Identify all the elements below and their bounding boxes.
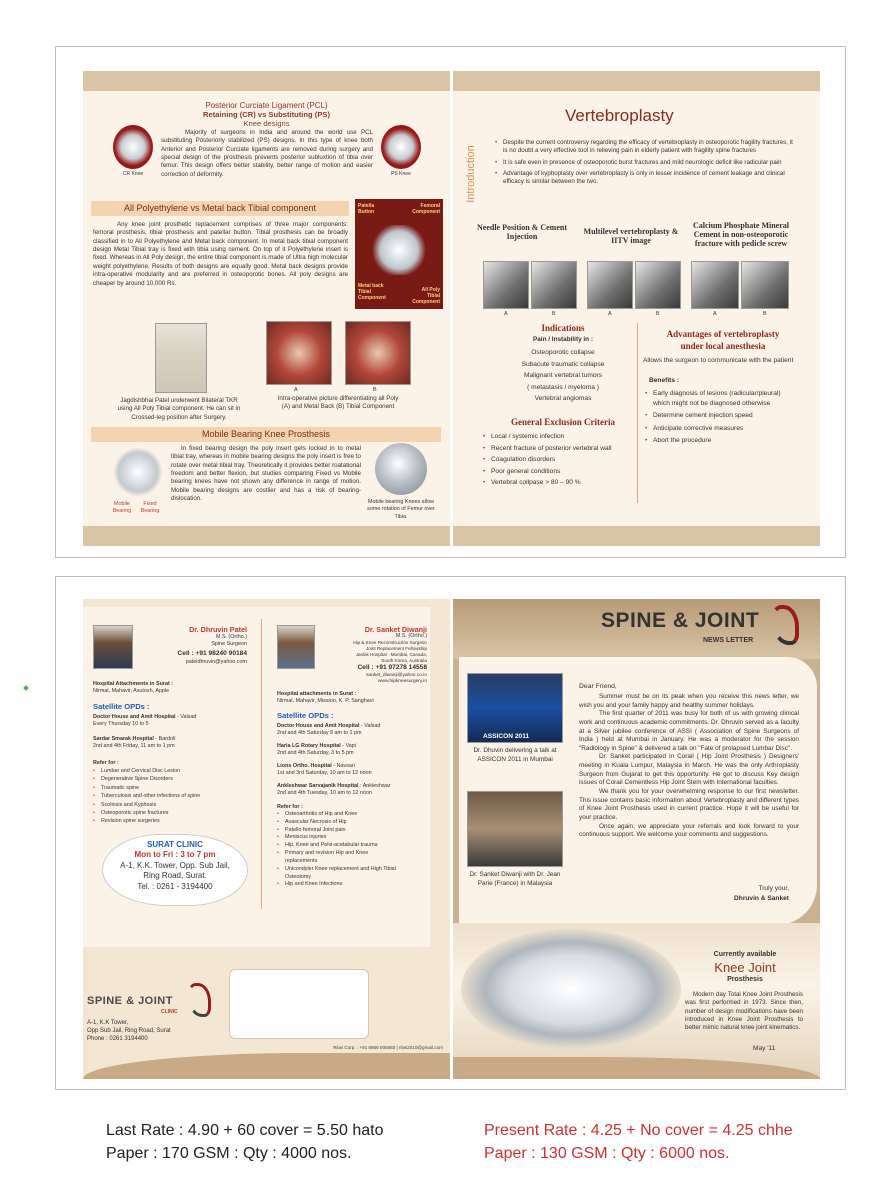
photo-1-caption: Dr. Dhuvin delivering a talk at ASSICON 2011 in Mumbai [473,747,557,763]
benefit-item: • Abort the procedure [645,436,797,446]
mobile-heading [91,427,441,442]
intro-point: • It is safe even in presence of osteoporotic burst fractures and mild neurologic deficit like radicular pain [495,159,795,167]
intro-point: • Advantage of kyphoplasty over vertebroplasty is only in lesser incidence of cement leakage and clinical efficacy is similar between the two. [495,170,795,187]
refer-item: • Primary and revision Hip and Knee replacements [277,850,402,866]
indication-item: Subacute traumatic collapse [521,360,605,368]
opd-place: - Valsad [175,714,197,720]
opd-place: : Ankleshwar [358,783,391,789]
refer-item: • Osteoporotic spine fractures [93,809,243,817]
xray-3b [741,261,789,309]
refer-item: • Traumatic spine [93,784,243,792]
letter-a: A [294,387,298,393]
letter-paragraph: Once again, we appreciate your referrals and look forward to your continuous support. We welcome your comments and suggestions. [579,822,799,839]
xray-2a [587,261,633,309]
mobile-body: In fixed bearing design the poly insert gets locked in to metal tibial tray, whereas in mobile bearing designs the poly insert is free to rotate over metal tibial tray. Theoretically it provides better roatational freedom and better flexion, but studies comparing Fixed vs Mobile bearing knees have not shown any difference in range of motion. Mobile bearing designs are costlier and has a risk of bearing-dislocation. [171,445,361,503]
pcl-heading [83,101,450,128]
doctor-2-opd-2 [277,743,427,758]
cr-knee-image [113,125,153,169]
refer-item: • Unicondyler Knee replacement and High Tibial Osteotomy [277,866,402,882]
opd-when: 2nd and 4th Tuesday, 10 am to 12 noon [277,790,372,797]
opd-name: Lions Ortho. Hospital [277,763,332,769]
doctor-2-lines [303,640,427,664]
mobile-heading-text: Mobile Bearing Knee Prosthesis [201,429,331,439]
exclusion-item: • Coagulation disorders [483,454,633,466]
doctor-1-photo [93,625,133,669]
newsletter-cover [453,599,820,1079]
refer-item: • Avascular Necrosis of Hip [277,819,402,827]
doctor-1-hosp-head: Hospital Attachments in Surat : [93,681,174,687]
clinic-addr-2: Ring Road, Surat. [143,871,207,880]
refer-item: • Patello femoral Joint pain [277,827,402,835]
doctor-1-role: Spine Surgeon [211,641,247,647]
note-left-1: Last Rate : 4.90 + 60 cover = 5.50 hato [106,1122,384,1139]
bearing-images [113,447,163,497]
doctor-1-email: pateldhruvin@yahoo.com [185,659,247,665]
avail-2: Knee Joint [714,960,776,975]
opd-name: Haria LG Rotary Hospital [277,743,341,749]
doctor-2-degree: M.S. (Ortho.) [395,633,427,639]
surgery-photo-a [266,321,332,385]
poly-body: Any knee joint prosthetic replacement comprises of three major components: femoral prosthesis, tibial prosthesis and patellar button. Tibial prosthesis can be broadly classified in to All Polyethylene and Metal back component. In metal back tibial component design Metal Tibial tray is fixed with tibia using cement. On top of it Polyethylene insert is fixed. Whereas in All Poly design, the entire tibial component is made of Ultra high molecular weight polyethylene. Results of both designs are equally good. Metal back designs provide intra-operative modularity and are preferred in osteoporotic bones. All poly designs are cheaper by around 10,000 Rs. [93,221,348,287]
exclusion-item: • Poor general conditions [483,466,633,478]
benefit-item: • Early diagnosis of lesions (radicular/pleural) which might not be diagnosed otherwise [645,389,797,409]
opd-when: 1st and 3rd Saturday, 10 am to 12 noon [277,770,372,777]
benefits-list [645,389,797,446]
vertebroplasty-page [453,71,820,546]
doctor-2-refer-head: Refer for : [277,804,303,810]
xray-letter: B [763,311,767,317]
letter-b: B [373,387,377,393]
poly-heading-text: All Polyethylene vs Metal back Tibial component [123,203,317,213]
letter-body [579,693,799,840]
xray-1a [483,261,529,309]
components-image [355,199,443,309]
refer-item: • Scoliosis and Kyphosis [93,801,243,809]
refer-item: • Tuberculosis and other infections of spine [93,792,243,800]
clinic-tel: Tel. : 0261 - 3194400 [137,882,213,891]
xray-1b [531,261,577,309]
doctor-2-hosp-head: Hospital attachments in Surat : [277,691,357,697]
knee-text: Modern day Total Knee Joint Prosthesis was first performed in 1973. Since then, number of design modifications have been introduced in Knee Joint Prosthesis to better mimic natural knee joint kinematics. [685,991,803,1032]
runner-logo-icon [187,983,211,1017]
adv-head-2: under local anesthesia [680,341,766,351]
doctor-2-hosp: Nirmal, Mahavir, Mission, K. P. Sanghavi [277,698,374,704]
note-right-2: Paper : 130 GSM : Qty : 6000 nos. [484,1145,730,1162]
indications-sub: Pain / Instability in : [532,336,593,343]
img-title-2: Multilevel vertebroplasty & IITV image [583,227,679,245]
refer-item: • Hip, Knee and Pelvi-acetabular trauma [277,842,402,850]
doctor-2-opd-4 [277,783,427,798]
pcl-subtitle: Retaining (CR) vs Substituting (PS) [203,110,330,119]
adv-intro: Allows the surgeon to communicate with the patient [643,357,794,364]
intro-point: • Despite the current controversy regarding the efficacy of vertebroplasty in osteoporotic fragility fractures, it is no doubt a very effective tool in relieving pain in elderly patient with fragility spine fractures [495,139,795,156]
doctor-1-degree: M.S. (Ortho.) [215,634,247,640]
opd-when: 2nd and 4th Saturday 9 am to 1 pm [277,730,362,737]
patient-photo [155,323,207,393]
refer-item: • Hip and Knee Infections [277,881,402,889]
indication-item: Vertebral angiomas [534,395,592,403]
avail-3: Prosthesis [727,976,763,983]
xray-letter: B [552,311,556,317]
top-bar-right [453,71,820,91]
doctor-2-email: sanket_diwanji@yahoo.co.in [366,673,427,678]
img-title-1: Needle Position & Cement Injection [477,223,567,241]
clinic-addr-1: A-1, K.K. Tower, Opp. Sub Jail, [120,861,230,870]
ps-knee-image [381,125,421,169]
benefit-item: • Anticipate corrective measures [645,424,797,434]
exclusion-head: General Exclusion Criteria [511,417,615,427]
footer-addr-line: Opp Sub Jail, Ring Road, Surat [87,1028,171,1035]
patient-caption: Jagdishbhai Patel underwent Bilateral TKR using All Poly Tibial component. He can sit in Crossed-leg position after Surgery. [117,397,241,421]
letter-paragraph: Dr. Sanket participated in Corail ( Hip Joint Prosthesis ) Designers' meeting in Kuala Lumpur, Malaysia in March. He was the only Arthroplasty Surgeon from Gujarat to get this opportunity. He got to discuss Key design issues of Corail Cementless Hip Joint Stem with International faculties. [579,753,799,787]
doctor-1-sat-head: Satellite OPDs : [93,702,150,711]
avail-1: Currently available [713,951,777,958]
mobile-knee-caption: Mobile bearing Knees allow some rotation of Femur over Tibia. [367,499,435,520]
indication-item: Osteoporotic collapse [531,349,595,356]
letter-closing: Truly your, [758,885,789,892]
pcl-subtitle-2: Knee designs [243,119,290,128]
column-divider [637,323,638,503]
doctor-1-refer-head: Refer for : [93,760,119,766]
doctor-2-cell: Cell : +91 97278 14558 [357,664,427,671]
refer-item: • Revision spine surgeries [93,817,243,825]
xray-letter: A [608,311,612,317]
doctor-2-sat-head: Satellite OPDs : [277,711,334,720]
surgery-photo-b [345,321,411,385]
doctor-2-line: Jaslok Hospital - Mumbai, Canada, [355,651,427,657]
opd-when: Every Thursday 10 to 5 [93,721,149,728]
bottom-sheet [55,576,846,1090]
green-marker [23,685,29,691]
intro-side-label: Introduction [465,145,477,203]
indication-item: ( metastasis / myeloma ) [527,383,599,391]
patella-label: Patella Button [358,203,375,215]
intro-list [495,139,795,187]
indications-head: Indications [541,323,585,333]
refer-item: • Lumbar and Cervical Disc Lesion [93,767,243,775]
doctor-2-opd-1 [277,723,427,738]
metal-back-label: Metal back Tibial Component [358,283,386,301]
bottom-bar [83,526,450,546]
footer-print: Ritwi Corp. : +91 8866 006680 | ritwi2010@gmail.com [333,1045,443,1050]
opd-name: Doctor House and Amit Hospital [277,723,360,729]
xray-letter: B [656,311,660,317]
xray-3a [691,261,739,309]
footer-addr-line: Phone : 0261 3194400 [87,1036,148,1043]
benefit-item: • Determine cement injection speed [645,411,797,421]
doctor-2-refer-list [277,811,402,889]
address-window [229,969,369,1039]
cover-logo: SPINE & JOINT [601,609,760,632]
doctor-2-web: www.hipkneesurgery.in [378,679,427,684]
cover-logo-sub: NEWS LETTER [703,637,754,644]
indication-item: Malignant vertebral tumors [523,372,603,380]
issue-date: May '11 [753,1045,776,1052]
refer-item: • Meniscus injuries [277,834,402,842]
cr-knee-label: CR Knee [122,171,144,177]
exclusion-list [483,431,633,489]
doctor-1-cell: Cell : +91 98240 90184 [177,650,247,657]
exclusion-item: • Vertebral collpase > 80 – 90 % [483,477,633,489]
vertebroplasty-title: Vertebroplasty [565,106,674,125]
doctors-divider [261,619,262,909]
doctor-1-refer-list [93,767,243,826]
opd-place: - Valsad [359,723,381,729]
doctor-1-hosp: Nirmal, Mahavir, Asutosh, Apple [93,688,170,694]
opd-name: Doctor House and Amit Hospital [93,714,176,720]
footer-address [87,1019,171,1043]
doctor-2-opd-3 [277,763,427,778]
doctor-1-opd-1 [93,714,243,729]
all-poly-label: All Poly Tibial Component [412,287,440,305]
doctor-2-name: Dr. Sanket Diwanji [364,625,427,634]
mobile-knee-image [375,443,427,495]
footer-addr-line: A-1, K.K Tower, [87,1020,129,1026]
ps-knee-label: PS Knee [391,171,411,177]
femoral-label: Femoral Component [412,203,440,215]
letter-paragraph: Summer must be on its peak when you receive this news letter, we wish you and your family happy and healthy summer holidays. [579,693,799,709]
assicon-banner: ASSICON 2011 [483,733,530,740]
xray-2b [635,261,681,309]
opd-place: - Bardoli [153,736,176,742]
doctor-1-opd-2 [93,736,243,751]
doctor-2-line: Joint Replacement Fellowship [365,645,427,651]
component-shapes [371,225,427,275]
refer-item: • Osteoarthritis of Hip and Knee [277,811,402,819]
top-sheet [55,46,846,558]
bottom-bar-right [453,526,820,546]
knee-designs-page [83,71,450,546]
opd-name: Ankleshwar Sarvajanik Hospital [277,783,359,789]
opd-place: - Vapi [340,743,356,749]
refer-item: • Degenerative Spine Disorders [93,775,243,783]
clinic-name: SURAT CLINIC [147,840,203,849]
note-right-1: Present Rate : 4.25 + No cover = 4.25 chhe [484,1122,793,1139]
opd-name: Sardar Smarak Hospital [93,736,154,742]
footer-wave [83,1053,450,1079]
benefits-label: Benefits : [649,377,680,384]
xray-letter: A [713,311,717,317]
img-title-3: Calcium Phosphate Mineral Cement in non-osteoporotic fracture with pedicle screw [693,221,789,248]
letter-paragraph: The first quarter of 2011 was busy for both of us with growing clinical work and continuous academic commitments. Dr. Dhruvin served as a faculty at a Silver jubilee conference of ASSI ( Association of Spine Surgeons of India ) held at Mumbai in January. He was a moderator for the session "Radiology in Spine" & delivered a talk on "Fate of prolapsed Lumbar Disc". [579,710,799,752]
poly-heading [91,201,349,216]
doctor-2-line: South Korea, Australia [381,657,427,663]
doctors-page [83,599,450,1079]
letter-signature: Dhruvin & Sanket [734,895,789,902]
xray-letter: A [504,311,508,317]
footer-logo [87,995,173,1007]
doctor-2-line: Hip & Knee Reconstruction Surgeon [353,640,427,645]
letter-salutation: Dear Friend, [579,683,617,690]
adv-head-1: Advantages of vertebroplasty [666,329,780,339]
exclusion-item: • Recent fracture of posterior vertebral wall [483,443,633,455]
note-left-2: Paper : 170 GSM : Qty : 4000 nos. [106,1145,352,1162]
clinic-hours: Mon to Fri : 3 to 7 pm [134,850,216,859]
pcl-title: Posterior Curciate Ligament (PCL) [205,101,328,110]
footer-clinic: CLINIC [161,1009,178,1015]
knee-prosthesis-image [461,929,681,1049]
exclusion-item: • Local / systemic infection [483,431,633,443]
pcl-body: Majority of surgeons in India and around the world use PCL substituting Posteriorly stabilized (PS) designs. In this type of knee both Anterior and Posterior Curciate ligaments are removed during surgery and special design of the prosthesis prevents posterior subluxtion of tibia over femur. This design offers better stability, better range of motion and easier correction of deformity. [161,129,373,178]
doctor-1-name: Dr. Dhruvin Patel [189,625,247,634]
mobile-bearing-label: Mobile Bearing [112,501,132,515]
fixed-bearing-label: Fixed Bearing [140,501,160,515]
opd-when: 2nd and 4th Saturday, 3 to 5 pm [277,750,354,757]
malaysia-photo [467,791,563,867]
footer-logo-text: SPINE & JOINT [87,995,173,1007]
surgery-caption: Intra-operative picture differentiating all Poly (A) and Metal Back (B) Tibial Component [277,395,399,411]
photo-2-caption: Dr. Sanket Diwanji with Dr. Jean Parie (France) in Malaysia [469,871,561,887]
indications-list [493,347,633,405]
top-bar [83,71,450,91]
letter-paragraph: We thank you for your overwhelming response to our first newsletter. This issue contains basic information about Vertebroplasty and different types of Knee Joint Prosthesis used in current practice. Hope it will be useful for your practice. [579,788,799,821]
opd-place: - Navsari [331,763,355,769]
opd-when: 2nd and 4th Friday, 11 am to 1 pm [93,743,175,750]
